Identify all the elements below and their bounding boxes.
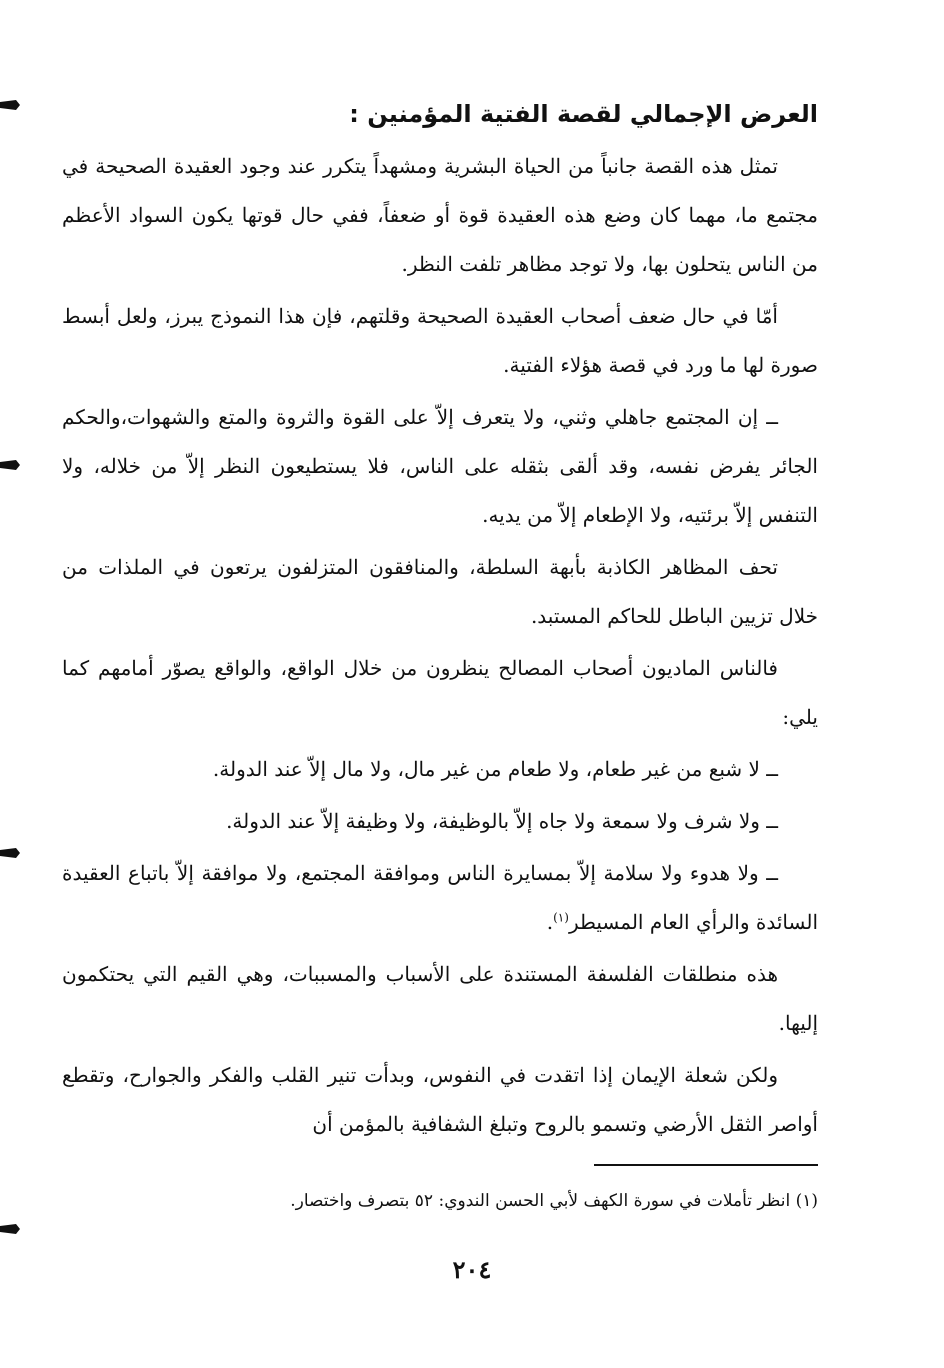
binding-mark: [0, 1224, 22, 1234]
sentence-end: .: [546, 910, 554, 934]
list-item: [62, 849, 818, 947]
paragraph: أمّا في حال ضعف أصحاب العقيدة الصحيحة وقلتهم، فإن هذا النموذج يبرز، ولعل أبسط صورة لها ما ورد في قصة هؤلاء الفتية.: [62, 304, 818, 377]
paragraph: تحف المظاهر الكاذبة بأبهة السلطة، والمنافقون المتزلفون يرتعون في الملذات من خلال تزيين الباطل للحاكم المستبد.: [62, 555, 818, 628]
paragraph: فالناس الماديون أصحاب المصالح ينظرون من خلال الواقع، والواقع يصوّر أمامهم كما يلي:: [62, 656, 818, 729]
paragraph: ــ إن المجتمع جاهلي وثني، ولا يتعرف إلاّ على القوة والثروة والمتع والشهوات،والحكم الجائر يفرض نفسه، وقد ألقى بثقله على الناس، فلا يستطيعون النظر إلاّ من خلاله، ولا التنفس إلاّ برئتيه، ولا الإطعام إلاّ من يديه.: [62, 405, 818, 527]
paragraph: تمثل هذه القصة جانباً من الحياة البشرية ومشهداً يتكرر عند وجود العقيدة الصحيحة في مجتمع ما، مهما كان وضع هذه العقيدة قوة أو ضعفاً، ففي حال قوتها يكون السواد الأعظم من الناس يتحلون بها، ولا توجد مظاهر تلفت النظر.: [62, 154, 818, 276]
footnote-reference: (١): [553, 910, 569, 925]
page-number: ٢٠٤: [452, 1255, 492, 1284]
binding-mark: [0, 460, 22, 470]
paragraph: ولكن شعلة الإيمان إذا اتقدت في النفوس، وبدأت تنير القلب والفكر والجوارح، وتقطع أواصر الثقل الأرضي وتسمو بالروح وتبلغ الشفافية بالمؤمن أن: [62, 1063, 818, 1136]
list-item: ــ لا شبع من غير طعام، ولا طعام من غير مال، ولا مال إلاّ عند الدولة.: [212, 757, 778, 781]
section-heading: العرض الإجمالي لقصة الفتية المؤمنين :: [349, 100, 818, 128]
binding-mark: [0, 848, 22, 858]
main-text: [62, 92, 818, 1152]
paragraph: هذه منطلقات الفلسفة المستندة على الأسباب والمسببات، وهي القيم التي يحتكمون إليها.: [62, 962, 818, 1035]
footnote-divider: [594, 1164, 818, 1166]
footnote: (١) انظر تأملات في سورة الكهف لأبي الحسن الندوي: ٥٢ بتصرف واختصار.: [290, 1191, 818, 1211]
list-item: ــ ولا شرف ولا سمعة ولا جاه إلاّ بالوظيفة، ولا وظيفة إلاّ عند الدولة.: [226, 809, 778, 833]
binding-mark: [0, 100, 22, 110]
list-item-text: ــ ولا هدوء ولا سلامة إلاّ بمسايرة الناس وموافقة المجتمع، ولا موافقة إلاّ باتباع العقيدة السائدة والرأي العام المسيطر: [62, 861, 818, 934]
